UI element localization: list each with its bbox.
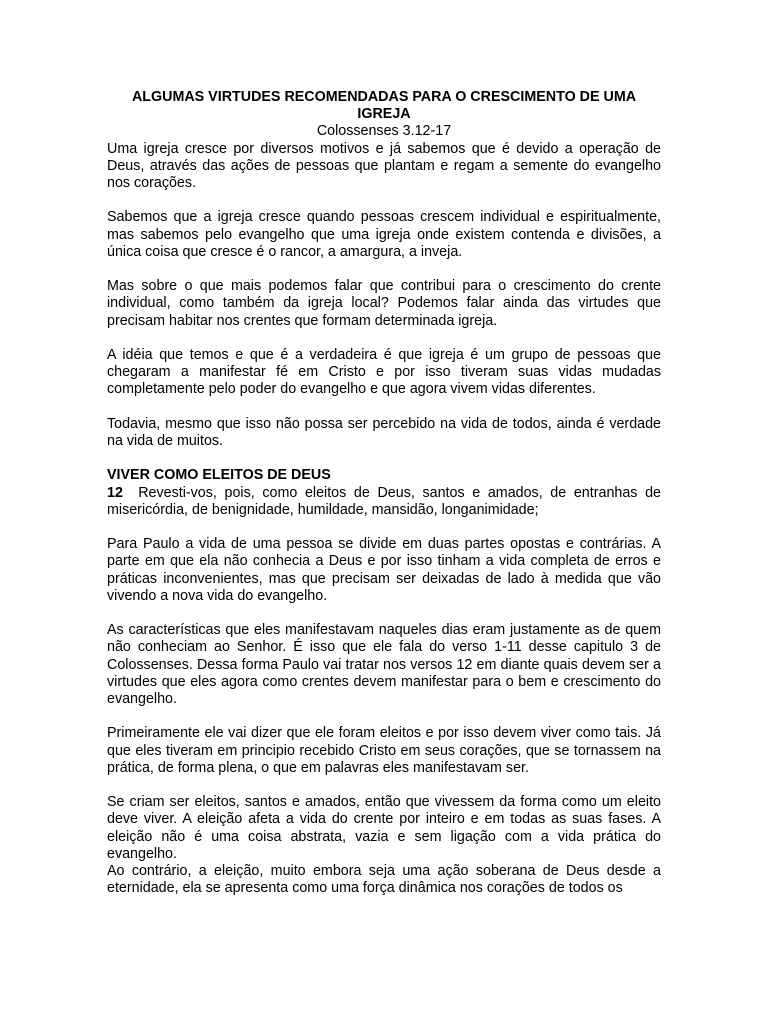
paragraph-body-4: Se criam ser eleitos, santos e amados, então que vivessem da forma como um eleito deve viver. A eleição afeta a vida do crente por inteiro e em todas as suas fases. A eleição não é uma coisa abstrata, vazia e sem ligação com a vida prática do evangelho. xyxy=(107,794,661,862)
paragraph-intro-3: Mas sobre o que mais podemos falar que contribui para o crescimento do crente individual, como também da igreja local? Podemos falar ainda das virtudes que precisam habitar nos crentes que formam determinada igreja. xyxy=(107,278,661,329)
document-page xyxy=(107,89,661,897)
verse-paragraph xyxy=(107,485,661,519)
paragraph-body-1: Para Paulo a vida de uma pessoa se divide em duas partes opostas e contrárias. A parte em que ela não conhecia a Deus e por isso tinham a vida completa de erros e práticas inconvenientes, mas que precisam ser deixadas de lado à medida que vão vivendo a nova vida do evangelho. xyxy=(107,536,661,604)
paragraph-intro-1: Uma igreja cresce por diversos motivos e já sabemos que é devido a operação de Deus, através das ações de pessoas que plantam e regam a semente do evangelho nos corações. xyxy=(107,140,661,192)
paragraph-body-2: As características que eles manifestavam naqueles dias eram justamente as de quem não conheciam ao Senhor. É isso que ele fala do verso 1-11 desse capitulo 3 de Colossenses. Dessa forma Paulo vai tratar nos versos 12 em diante quais devem ser a virtudes que eles agora como crentes devem manifestar para o bem e crescimento do evangelho. xyxy=(107,622,661,707)
section-heading: VIVER COMO ELEITOS DE DEUS xyxy=(107,467,331,484)
paragraph-intro-5: Todavia, mesmo que isso não possa ser percebido na vida de todos, ainda é verdade na vida de muitos. xyxy=(107,415,661,449)
verse-text: Revesti-vos, pois, como eleitos de Deus, santos e amados, de entranhas de misericórdia, de benignidade, humildade, mansidão, longanimidade; xyxy=(107,484,661,518)
paragraph-body-3: Primeiramente ele vai dizer que ele foram eleitos e por isso devem viver como tais. Já que eles tiveram em principio recebido Cristo em seus corações, que se tornassem na prática, de forma plena, o que em palavras eles manifestavam ser. xyxy=(107,725,661,776)
verse-number: 12 xyxy=(107,484,123,501)
paragraph-body-5: Ao contrário, a eleição, muito embora seja uma ação soberana de Deus desde a eternidade, ela se apresenta como uma força dinâmica nos corações de todos os xyxy=(107,863,661,897)
paragraph-intro-2: Sabemos que a igreja cresce quando pessoas crescem individual e espiritualmente, mas sabemos pelo evangelho que uma igreja onde existem contenda e divisões, a única coisa que cresce é o rancor, a amargura, a inveja. xyxy=(107,209,661,260)
paragraph-intro-4: A idéia que temos e que é a verdadeira é que igreja é um grupo de pessoas que chegaram a manifestar fé em Cristo e por isso tiveram suas vidas mudadas completamente pelo poder do evangelho e que agora vivem vidas diferentes. xyxy=(107,347,661,398)
scripture-reference: Colossenses 3.12-17 xyxy=(316,123,452,140)
document-title: ALGUMAS VIRTUDES RECOMENDADAS PARA O CRESCIMENTO DE UMA IGREJA xyxy=(131,89,637,123)
